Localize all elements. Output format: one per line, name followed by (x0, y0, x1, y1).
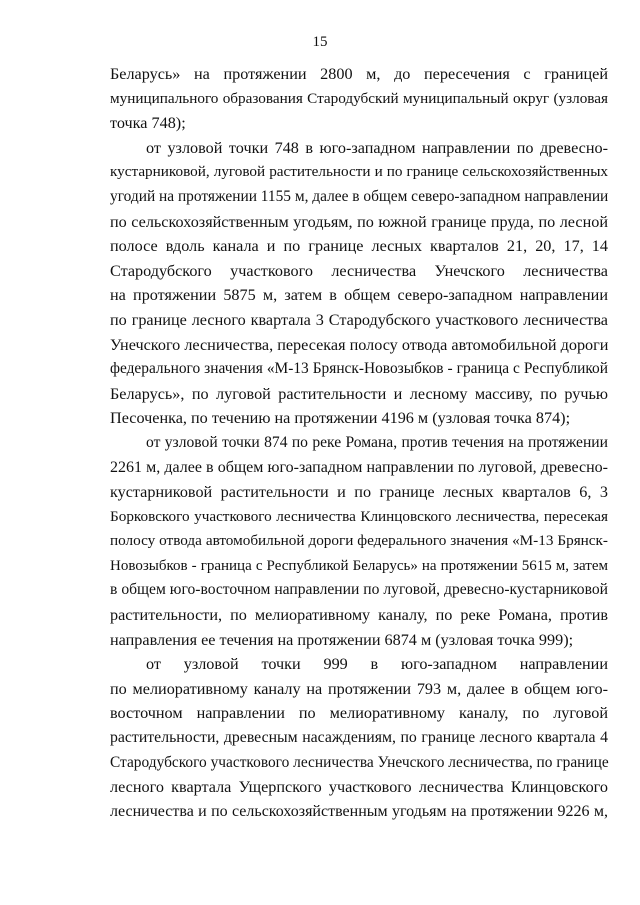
text-line: от узловой точки 748 в юго-западном направлении по древесно- (146, 138, 608, 157)
text-line: Новозыбков - граница с Республикой Беларусь» на протяжении 5615 м, затем (110, 557, 608, 574)
text-line: Стародубского участкового лесничества Унечского лесничества (110, 261, 608, 280)
text-line: угодий на протяжении 1155 м, далее в общем северо-западном направлении (110, 187, 609, 205)
text-line: точка 748); (110, 114, 186, 133)
text-line: растительности, по мелиоративному каналу, по реке Романа, против (110, 606, 608, 625)
text-line: кустарниковой растительности и по границе лесных кварталов 6, 3 (110, 483, 608, 502)
text-line: от узловой точки 874 по реке Романа, против течения на протяжении (146, 433, 608, 451)
text-line: по границе лесного квартала 3 Стародубского участкового лесничества (110, 310, 608, 329)
text-line: в общем юго-восточном направлении по луговой, древесно-кустарниковой (110, 581, 608, 599)
text-line: на протяжении 5875 м, затем в общем северо-западном направлении (110, 286, 608, 305)
text-line: Песоченка, по течению на протяжении 4196 м (узловая точка 874); (110, 409, 571, 428)
text-line: по мелиоративному каналу на протяжении 793 м, далее в общем юго- (110, 679, 608, 698)
text-line: полосе вдоль канала и по границе лесных кварталов 21, 20, 17, 14 (110, 237, 608, 256)
text-line: кустарниковой, луговой растительности и по границе сельскохозяйственных (110, 163, 608, 181)
text-line: 2261 м, далее в общем юго-западном направлении по луговой, древесно- (110, 458, 608, 476)
text-line: муниципального образования Стародубский муниципальный округ (узловая (110, 89, 608, 107)
document-body (110, 62, 608, 824)
text-line: полосу отвода автомобильной дороги федерального значения «М-13 Брянск- (110, 532, 608, 550)
text-line: Борковского участкового лесничества Клинцовского лесничества, пересекая (110, 507, 608, 525)
text-line: направления ее течения на протяжении 6874 м (узловая точка 999); (110, 630, 574, 649)
text-line: лесничества и по сельскохозяйственным угодьям на протяжении 9226 м, (110, 802, 608, 820)
text-line: Унечского лесничества, пересекая полосу отвода автомобильной дороги (110, 335, 609, 354)
text-line: от узловой точки 999 в юго-западном направлении (146, 655, 608, 674)
text-line: Стародубского участкового лесничества Унечского лесничества, по границе (110, 753, 609, 771)
page-number: 15 (312, 34, 328, 50)
text-line: лесного квартала Ущерпского участкового лесничества Клинцовского (110, 778, 608, 797)
text-line: растительности, древесным насаждениям, по границе лесного квартала 4 (110, 729, 608, 747)
text-line: Беларусь» на протяжении 2800 м, до пересечения с границей (110, 65, 608, 83)
text-line: восточном направлении по мелиоративному каналу, по луговой (110, 704, 608, 723)
text-line: по сельскохозяйственным угодьям, по южной границе пруда, по лесной (110, 212, 608, 231)
text-line: федерального значения «М-13 Брянск-Новозыбков - граница с Республикой (110, 360, 608, 378)
text-line: Беларусь», по луговой растительности и лесному массиву, по ручью (110, 384, 608, 403)
